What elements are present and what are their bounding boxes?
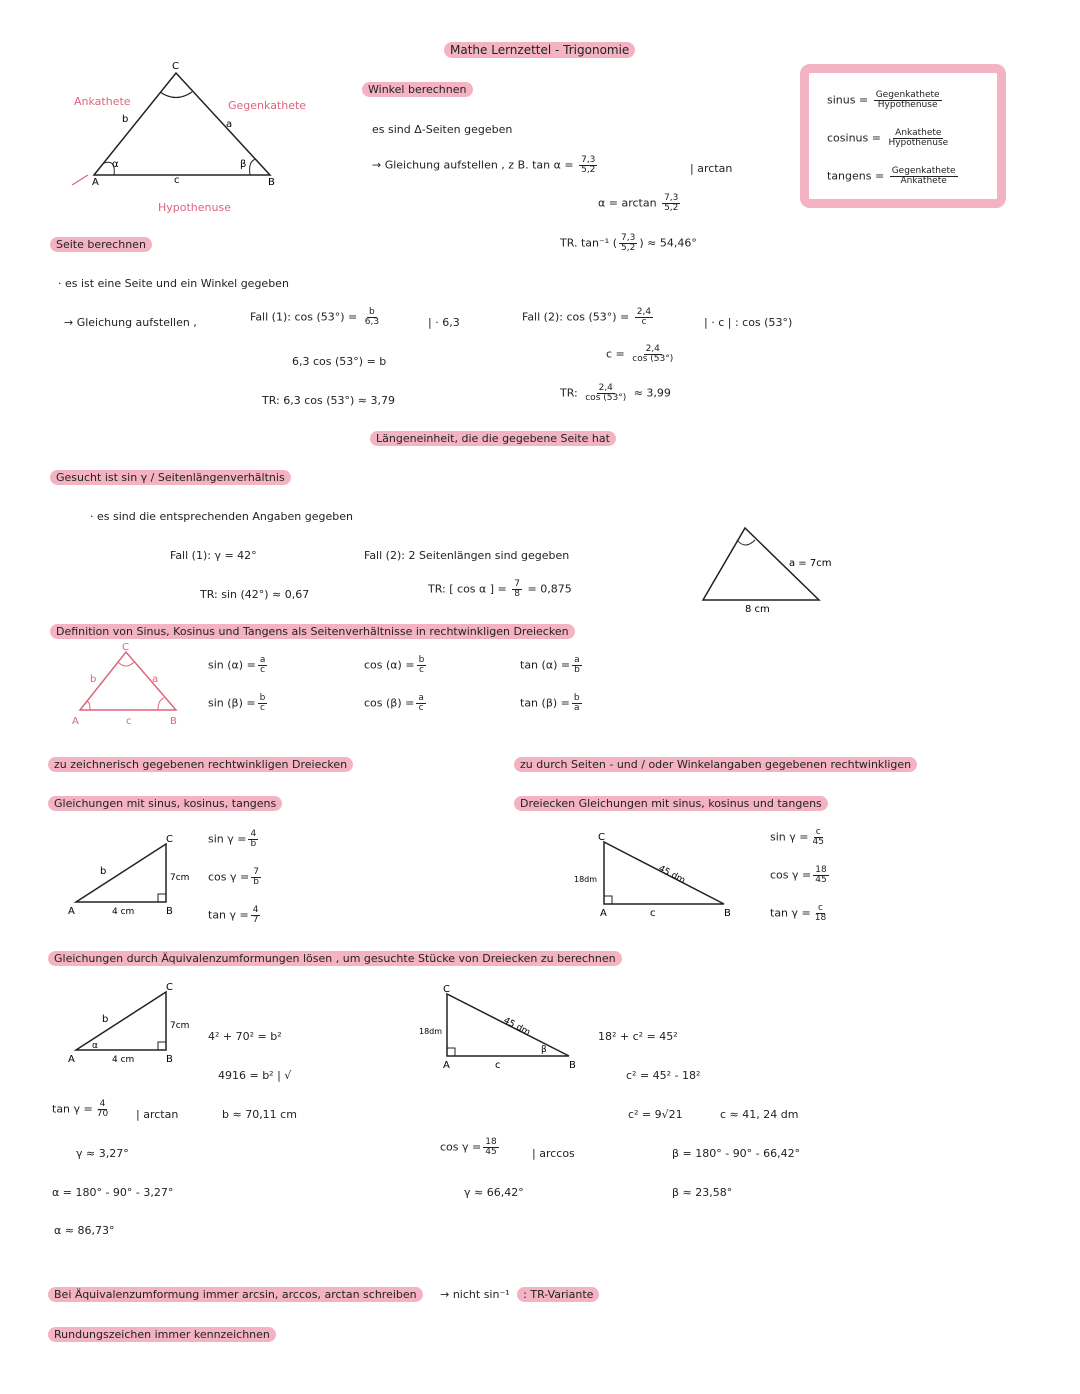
footer-note1: Bei Äquivalenzumformung immer arcsin, arccos, arctan schreiben → nicht sin⁻¹ : TR-Variante [48, 1288, 599, 1301]
cosinus-definition: cosinus = $\frac{\text{Ankathete}}{\text{Hypothenuse}}$ [827, 128, 949, 148]
winkel-tr: TR. tan⁻¹ ( $\frac{7,3}{5,2}$ ) ≈ 54,46° [560, 233, 697, 253]
seite-fall2-op: | · c | : cos (53°) [704, 316, 793, 329]
seitenangaben-cos: cos γ = $\frac{18}{45}$ [770, 865, 827, 885]
aequivalenz-heading: Gleichungen durch Äquivalenzumformungen lösen , um gesuchte Stücke von Dreiecken zu berechnen [48, 951, 622, 966]
top-triangle-vertex-a: A [92, 177, 99, 188]
seite-fall1-op: | · 6,3 [428, 316, 460, 329]
definition-heading: Definition von Sinus, Kosinus und Tangens als Seitenverhältnisse in rechtwinkligen Dreiecken [50, 624, 575, 639]
top-triangle-side-a: a [226, 119, 233, 130]
definition-triangle [66, 640, 196, 730]
aeq-eq3: b ≈ 70,11 cm [222, 1108, 297, 1121]
ankathete-label: Ankathete [74, 95, 131, 108]
seitenangaben-vertex-c: C [598, 832, 605, 843]
seite-fall1-line2: 6,3 cos (53°) = b [292, 355, 387, 368]
aequivalenz-left-triangle [66, 978, 206, 1068]
zeichnerisch-vertex-a: A [68, 906, 75, 917]
top-triangle-side-c: c [174, 175, 180, 186]
aeq-r-eq3b: c ≈ 41, 24 dm [720, 1108, 799, 1121]
def-tan-b: tan (β) = $\frac{b}{a}$ [520, 693, 580, 713]
seitenangaben-vertex-b: B [724, 908, 731, 919]
zeichnerisch-heading1: zu zeichnerisch gegebenen rechtwinkligen Dreiecken [48, 757, 353, 772]
seitenangaben-heading2: Dreiecken Gleichungen mit sinus, kosinus und tangens [514, 796, 828, 811]
definition-vertex-b: B [170, 716, 177, 727]
seite-heading: Seite berechnen [50, 237, 152, 252]
aequivalenz-right-vertex-a: A [443, 1060, 450, 1071]
aeq-beta1: β = 180° - 90° - 66,42° [672, 1147, 801, 1160]
seite-einheit-note: Längeneinheit, die die gegebene Seite hat [370, 431, 616, 446]
aeq-cos: cos γ = $\frac{18}{45}$ [440, 1137, 497, 1157]
aequivalenz-right-45dm: 45 dm [501, 1015, 532, 1039]
definition-vertex-a: A [72, 716, 79, 727]
definition-side-c: c [126, 716, 132, 727]
gesucht-fall1-tr: TR: sin (42°) ≈ 0,67 [200, 588, 310, 601]
aequivalenz-left-alpha: α [92, 1041, 98, 1051]
seitenangaben-sin: sin γ = $\frac{c}{45}$ [770, 827, 824, 847]
seite-fall2: Fall (2): cos (53°) = $\frac{2,4}{c}$ [522, 307, 652, 327]
sinus-definition: sinus = $\frac{\text{Gegenkathete}}{\text{Hypothenuse}}$ [827, 90, 940, 110]
aeq-tan-op: | arctan [136, 1108, 179, 1121]
zeich-cos: cos γ = $\frac{7}{b}$ [208, 867, 259, 887]
def-tan-a: tan (α) = $\frac{a}{b}$ [520, 655, 580, 675]
seite-fall2-tr: TR: $\frac{2,4}{\cos (53^\circ)}$ ≈ 3,99 [560, 383, 671, 403]
zeichnerisch-vertex-b: B [166, 906, 173, 917]
aequivalenz-right-side-c: c [495, 1060, 501, 1071]
aeq-r-eq2: c² = 45² - 18² [626, 1069, 701, 1082]
zeich-sin: sin γ = $\frac{4}{b}$ [208, 829, 257, 849]
seitenangaben-heading1: zu durch Seiten - und / oder Winkelangaben gegebenen rechtwinkligen [514, 757, 917, 772]
seite-fall2-line2: c = $\frac{2,4}{\cos (53^\circ)}$ [606, 344, 674, 364]
winkel-line1: es sind Δ-Seiten gegeben [372, 123, 513, 136]
aeq-eq1: 4² + 70² = b² [208, 1030, 282, 1043]
definition-side-a: a [152, 674, 159, 685]
seite-gleichung: → Gleichung aufstellen , [64, 316, 197, 329]
definition-side-b: b [90, 674, 97, 685]
top-triangle-alpha: α [112, 159, 119, 170]
seitenangaben-tan: tan γ = $\frac{c}{18}$ [770, 903, 827, 923]
winkel-heading: Winkel berechnen [362, 82, 473, 97]
footer-note2: Rundungszeichen immer kennzeichnen [48, 1327, 276, 1342]
zeichnerisch-7cm: 7cm [170, 873, 190, 883]
aequivalenz-left-vertex-c: C [166, 982, 173, 993]
aeq-tan: tan γ = $\frac{4}{70}$ [52, 1099, 109, 1119]
top-triangle-beta: β [240, 159, 247, 170]
tangens-definition: tangens = $\frac{\text{Gegenkathete}}{\text{Ankathete}}$ [827, 166, 956, 186]
gesucht-fall2-tr: TR: [ cos α ] = $\frac{7}{8}$ = 0,875 [428, 579, 572, 599]
aequivalenz-left-4cm: 4 cm [112, 1055, 135, 1065]
def-sin-a: sin (α) = $\frac{a}{c}$ [208, 655, 266, 675]
seite-fall1: Fall (1): cos (53°) = $\frac{b}{6,3}$ [250, 307, 380, 327]
top-triangle-side-b: b [122, 114, 129, 125]
seitenangaben-triangle [570, 828, 750, 923]
aequivalenz-left-side-b: b [102, 1014, 109, 1025]
page-title: Mathe Lernzettel - Trigonomie [444, 42, 635, 58]
aeq-cos-op: | arccos [532, 1147, 575, 1160]
aeq-alpha1: α = 180° - 90° - 3,27° [52, 1186, 174, 1199]
aequivalenz-right-18dm: 18dm [419, 1027, 443, 1036]
def-sin-b: sin (β) = $\frac{b}{c}$ [208, 693, 266, 713]
gesucht-triangle-b: 8 cm [745, 604, 770, 615]
zeichnerisch-vertex-c: C [166, 834, 173, 845]
zeichnerisch-4cm: 4 cm [112, 907, 135, 917]
def-cos-a: cos (α) = $\frac{b}{c}$ [364, 655, 425, 675]
seite-intro: · es ist eine Seite und ein Winkel gegeben [58, 277, 289, 290]
def-cos-b: cos (β) = $\frac{a}{c}$ [364, 693, 424, 713]
seitenangaben-45dm: 45 dm [656, 863, 687, 887]
seitenangaben-18dm: 18dm [574, 875, 598, 884]
aeq-gamma: γ ≈ 3,27° [76, 1147, 129, 1160]
gesucht-heading: Gesucht ist sin γ / Seitenlängenverhältnis [50, 470, 291, 485]
seitenangaben-vertex-a: A [600, 908, 607, 919]
gesucht-fall1: Fall (1): γ = 42° [170, 549, 257, 562]
aeq-eq2: 4916 = b² | √ [218, 1069, 292, 1082]
aeq-alpha2: α ≈ 86,73° [54, 1224, 115, 1237]
aequivalenz-right-vertex-b: B [569, 1060, 576, 1071]
zeich-tan: tan γ = $\frac{4}{7}$ [208, 905, 259, 925]
gesucht-triangle-a: a = 7cm [789, 558, 832, 569]
gesucht-intro: · es sind die entsprechenden Angaben gegeben [90, 510, 353, 523]
seite-fall1-tr: TR: 6,3 cos (53°) ≈ 3,79 [262, 394, 396, 407]
aequivalenz-left-vertex-b: B [166, 1054, 173, 1065]
definition-vertex-c: C [122, 642, 129, 653]
aequivalenz-right-triangle [415, 980, 595, 1075]
top-triangle-vertex-c: C [172, 61, 179, 72]
aeq-r-eq1: 18² + c² = 45² [598, 1030, 678, 1043]
aeq-beta2: β ≈ 23,58° [672, 1186, 733, 1199]
gesucht-triangle [695, 520, 845, 615]
definitions-box [800, 64, 1006, 208]
zeichnerisch-heading2: Gleichungen mit sinus, kosinus, tangens [48, 796, 282, 811]
top-triangle-diagram [60, 55, 330, 225]
zeichnerisch-side-b: b [100, 866, 107, 877]
winkel-line3: α = arctan $\frac{7,3}{5,2}$ [598, 193, 679, 213]
aeq-r-gamma: γ ≈ 66,42° [464, 1186, 524, 1199]
winkel-line2: → Gleichung aufstellen , z B. tan α = $\frac{7,3}{5,2}$ [372, 155, 596, 175]
seitenangaben-side-c: c [650, 908, 656, 919]
aeq-r-eq3: c² = 9√21 [628, 1108, 683, 1121]
gesucht-fall2: Fall (2): 2 Seitenlängen sind gegeben [364, 549, 570, 562]
gegenkathete-label: Gegenkathete [228, 99, 307, 112]
aequivalenz-left-vertex-a: A [68, 1054, 75, 1065]
aequivalenz-right-beta: β [541, 1045, 547, 1055]
top-triangle-vertex-b: B [268, 177, 275, 188]
hypothenuse-label: Hypothenuse [158, 201, 231, 214]
aequivalenz-right-vertex-c: C [443, 984, 450, 995]
winkel-arctan-op: | arctan [690, 162, 733, 175]
zeichnerisch-triangle [66, 830, 206, 920]
aequivalenz-left-7cm: 7cm [170, 1021, 190, 1031]
